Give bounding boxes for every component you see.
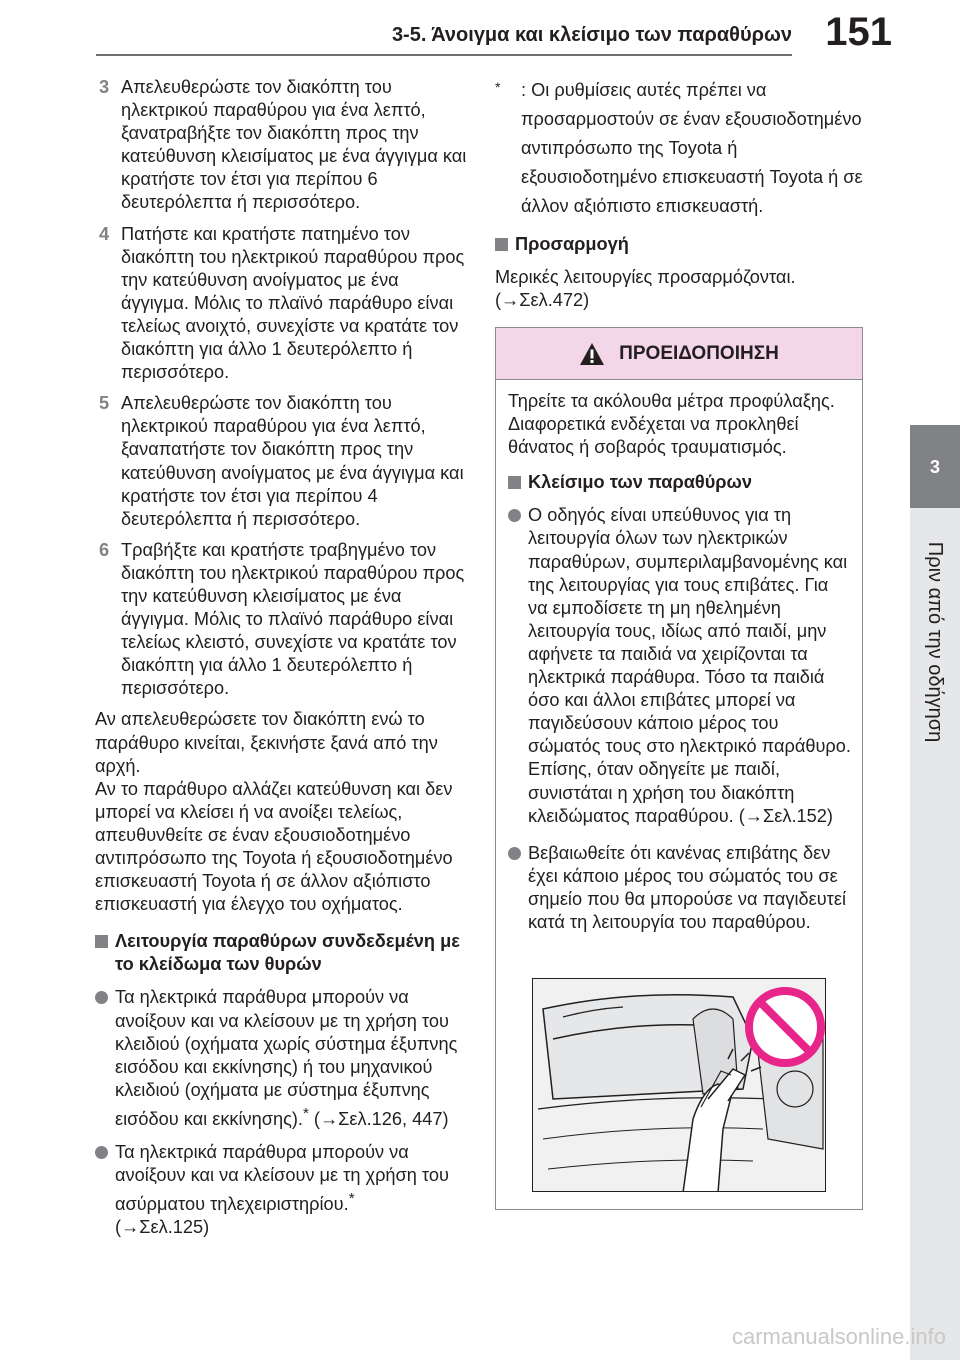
subheading-text: Προσαρμογή [515, 234, 629, 254]
subheading [508, 471, 852, 494]
page-number: 151 [825, 10, 892, 54]
car-window-illustration [532, 978, 826, 1192]
left-column [95, 76, 467, 1250]
step-item [95, 392, 467, 531]
round-bullet-icon [95, 1146, 108, 1159]
square-bullet-icon [508, 476, 521, 489]
warning-box [495, 327, 863, 1210]
subheading [495, 233, 867, 256]
round-bullet-icon [508, 509, 521, 522]
warning-intro: Τηρείτε τα ακόλουθα μέτρα προφύλαξης. Διαφορετικά ενδέχεται να προκληθεί θάνατος ή σοβαρός τραυματισμός. [508, 391, 835, 458]
list-item [508, 504, 852, 827]
list-item [95, 986, 467, 1131]
step-text: Απελευθερώστε τον διακόπτη του ηλεκτρικού παραθύρου για ένα λεπτό, ξαναπατήστε τον διακόπτη προς την κατεύθυνση ανοίγματος με ένα άγγιγμα και κρατήστε τον έτσι για περίπου 4 δευτερόλεπτα ή περισσότερο. [121, 393, 464, 529]
page-header [0, 0, 960, 62]
list-item-text: Τα ηλεκτρικά παράθυρα μπορούν να ανοίξουν και να κλείσουν με τη χρήση του κλειδιού (οχήματα χωρίς σύστημα έξυπνης εισόδου και εκκίνησης) ή του μηχανικού κλειδιού (οχήματα με σύστημα έξυπνης εισόδου και εκκίνησης). [115, 987, 458, 1129]
list-item-text: Ο οδηγός είναι υπεύθυνος για τη λειτουργία όλων των ηλεκτρικών παραθύρων, συμπεριλαμβανομένης και της λειτουργίας για τους επιβάτες. Για να εμποδίσετε τη μη ηθελημένη λειτουργία τους, ιδίως από παιδί, μην αφήνετε τα παιδιά να χειρίζονται τα ηλεκτρικά παράθυρα. Τόσο τα παιδιά όσο και άλλοι επιβάτες μπορεί να παγιδεύσουν κάποιο μέρος του σώματός τους στο ηλεκτρικό παράθυρο. Επίσης, όταν οδηγείτε με παιδί, συνιστάται η χρήση του διακόπτη κλειδώματος παραθύρου. (→Σελ.152) [528, 505, 851, 826]
warning-body [496, 380, 862, 934]
page-reference[interactable]: (→Σελ.126, 447) [308, 1109, 449, 1129]
step-text: Απελευθερώστε τον διακόπτη του ηλεκτρικού παραθύρου για ένα λεπτό, ξανατραβήξτε τον διακόπτη προς την κατεύθυνση κλεισίματος με ένα άγγιγμα και κρατήστε τον έτσι για περίπου 6 δευτερόλεπτα ή περισσότερο. [121, 77, 467, 213]
round-bullet-icon [508, 847, 521, 860]
step-number: 4 [99, 223, 110, 244]
body-paragraph: Αν το παράθυρο αλλάζει κατεύθυνση και δεν μπορεί να κλείσει ή να ανοίξει τελείως, απευθυνθείτε σε έναν εξουσιοδοτημένο αντιπρόσωπο της Toyota ή εξουσιοδοτημένο επισκευαστή Toyota ή σε άλλον αξιόπιστο επισκευαστή για έλεγχο του οχήματος. [95, 778, 453, 915]
list-item-text: Βεβαιωθείτε ότι κανένας επιβάτης δεν έχει κάποιο μέρος του σώματός του σε σημείο που θα μπορούσε να παγιδευτεί κατά τη λειτουργία του παραθύρου. [528, 842, 847, 932]
warning-triangle-icon [579, 342, 605, 366]
body-paragraph: Μερικές λειτουργίες προσαρμόζονται. (→Σελ.472) [495, 267, 796, 311]
step-number: 6 [99, 539, 110, 560]
subheading-text: Λειτουργία παραθύρων συνδεδεμένη με το κλείδωμα των θυρών [115, 931, 460, 975]
subheading [95, 930, 467, 976]
square-bullet-icon [495, 238, 508, 251]
step-text: Πατήστε και κρατήστε πατημένο τον διακόπτη του ηλεκτρικού παραθύρου προς την κατεύθυνση ανοίγματος με ένα άγγιγμα. Μόλις το πλαϊνό παράθυρο είναι τελείως ανοιχτό, συνεχίστε να κρατάτε τον διακόπτη για άλλο 1 δευτερόλεπτο ή περισσότερο. [121, 223, 465, 383]
square-bullet-icon [95, 935, 108, 948]
body-paragraph: Αν απελευθερώσετε τον διακόπτη ενώ το παράθυρο κινείται, ξεκινήστε ξανά από την αρχή. [95, 709, 438, 776]
step-item [95, 539, 467, 701]
chapter-tab [910, 425, 960, 508]
footnote [495, 76, 867, 221]
step-item [95, 76, 467, 215]
list-item-text: Τα ηλεκτρικά παράθυρα μπορούν να ανοίξουν και να κλείσουν με τη χρήση του ασύρματου τηλεχειριστηρίου. [115, 1142, 449, 1215]
footnote-marker: * [302, 1104, 309, 1122]
list-item [508, 842, 852, 934]
step-number: 3 [99, 77, 110, 97]
warning-title: ΠΡΟΕΙΔΟΠΟΙΗΣΗ [619, 342, 779, 364]
hand-in-window-icon [533, 979, 826, 1192]
subheading-text: Κλείσιμο των παραθύρων [528, 472, 753, 493]
footnote-text: : Οι ρυθμίσεις αυτές πρέπει να προσαρμοστούν σε έναν εξουσιοδοτημένο αντιπρόσωπο της Toyota ή εξουσιοδοτημένο επισκευαστή Toyota ή σε άλλον αξιόπιστο επισκευαστή. [521, 80, 863, 216]
side-margin-strip [910, 776, 960, 1360]
step-number: 5 [99, 393, 110, 414]
step-text: Τραβήξτε και κρατήστε τραβηγμένο τον διακόπτη του ηλεκτρικού παραθύρου προς την κατεύθυνση κλεισίματος με ένα άγγιγμα. Μόλις το πλαϊνό παράθυρο είναι τελείως κλειστό, συνεχίστε να κρατάτε τον διακόπτη για άλλο 1 δευτερόλεπτο ή περισσότερο. [121, 539, 465, 699]
chapter-label-strip [910, 508, 960, 776]
step-item [95, 223, 467, 385]
footnote-marker: * [495, 79, 501, 95]
right-column [495, 76, 867, 320]
page-reference[interactable]: (→Σελ.125) [115, 1217, 210, 1238]
header-divider [96, 54, 792, 56]
section-title: 3-5. Άνοιγμα και κλείσιμο των παραθύρων [391, 24, 792, 46]
list-item [95, 1141, 467, 1239]
round-bullet-icon [95, 991, 108, 1004]
warning-header [496, 328, 862, 380]
chapter-label: Πριν από την οδήγηση [924, 541, 946, 743]
watermark: carmanualsonline.info [731, 1324, 946, 1349]
chapter-number: 3 [929, 457, 940, 477]
footnote-marker: * [348, 1190, 355, 1208]
